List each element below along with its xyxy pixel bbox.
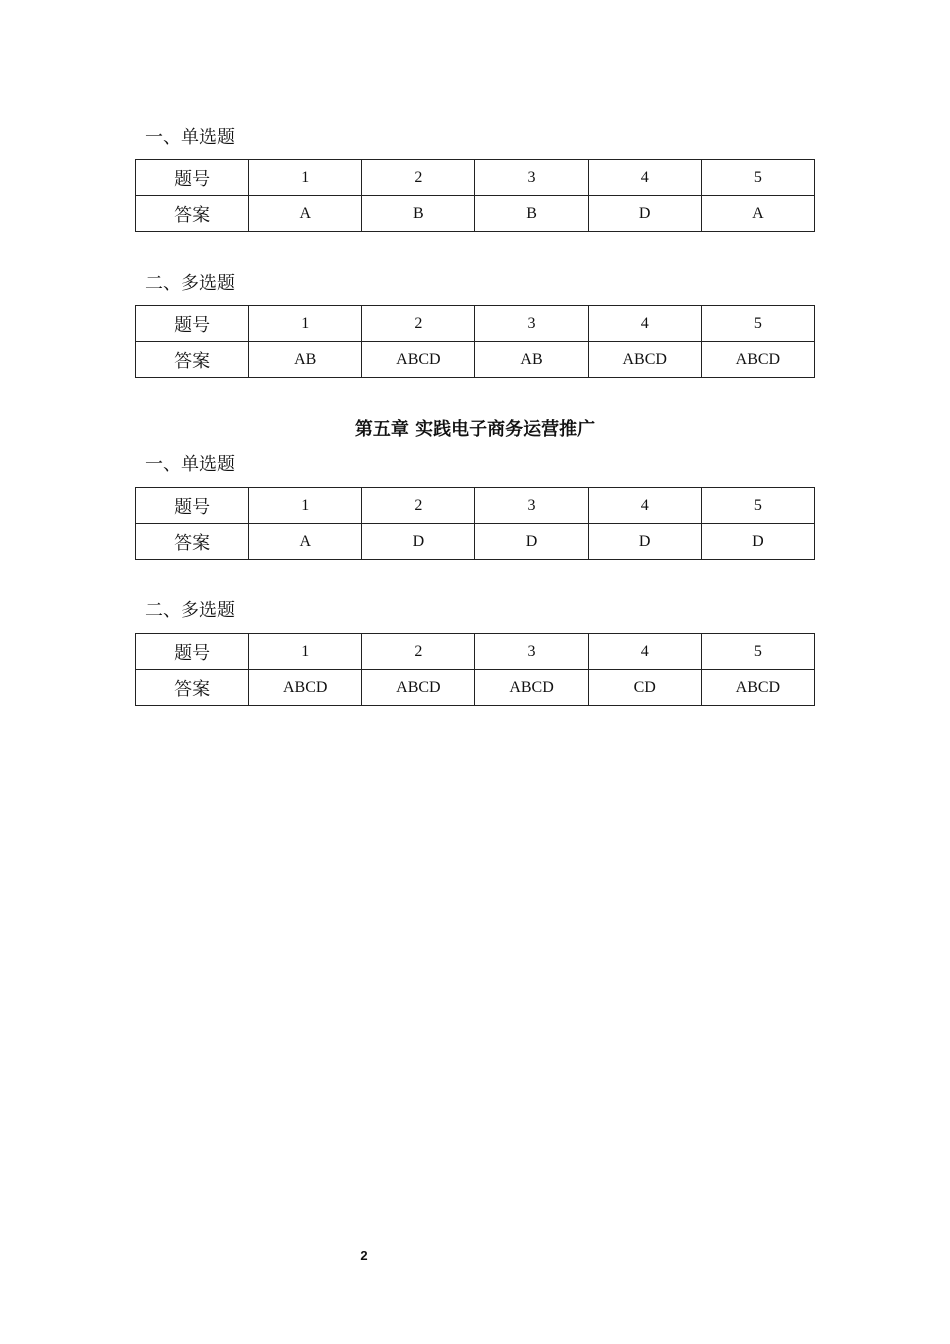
table-cell: 3: [475, 488, 588, 524]
table-cell: 5: [701, 160, 814, 196]
table-cell: D: [588, 524, 701, 560]
table-cell: 3: [475, 634, 588, 670]
row-label: 题号: [136, 634, 249, 670]
table-cell: ABCD: [475, 670, 588, 706]
table-cell: 2: [362, 306, 475, 342]
table-cell: 1: [249, 488, 362, 524]
table-cell: A: [249, 524, 362, 560]
table-cell: D: [701, 524, 814, 560]
table-row: [136, 670, 815, 706]
table-cell: ABCD: [588, 342, 701, 378]
table-row: [136, 196, 815, 232]
page-number: 2: [360, 1248, 368, 1263]
table-cell: 5: [701, 634, 814, 670]
table-cell: D: [588, 196, 701, 232]
table-cell: 2: [362, 160, 475, 196]
table-cell: 4: [588, 488, 701, 524]
table-cell: A: [701, 196, 814, 232]
answer-table: [135, 159, 815, 232]
table-cell: B: [475, 196, 588, 232]
table-cell: 4: [588, 634, 701, 670]
table-cell: ABCD: [701, 342, 814, 378]
table-cell: 4: [588, 160, 701, 196]
table-cell: D: [362, 524, 475, 560]
table-cell: 2: [362, 488, 475, 524]
chapter-title: 第五章 实践电子商务运营推广: [354, 419, 596, 440]
row-label: 答案: [136, 670, 249, 706]
row-label: 题号: [136, 160, 249, 196]
table-cell: 3: [475, 306, 588, 342]
table-cell: ABCD: [362, 342, 475, 378]
row-label: 题号: [136, 488, 249, 524]
row-label: 答案: [136, 342, 249, 378]
table-cell: AB: [249, 342, 362, 378]
row-label: 题号: [136, 306, 249, 342]
table-cell: 3: [475, 160, 588, 196]
row-label: 答案: [136, 196, 249, 232]
section-heading: 二、多选题: [145, 600, 235, 621]
section-heading: 一、单选题: [145, 127, 235, 148]
table-row: [136, 634, 815, 670]
table-cell: B: [362, 196, 475, 232]
table-row: [136, 160, 815, 196]
table-row: [136, 306, 815, 342]
table-cell: ABCD: [362, 670, 475, 706]
table-cell: 5: [701, 306, 814, 342]
table-row: [136, 488, 815, 524]
table-row: [136, 342, 815, 378]
table-cell: 1: [249, 634, 362, 670]
table-cell: ABCD: [249, 670, 362, 706]
answer-table: [135, 633, 815, 706]
table-cell: 5: [701, 488, 814, 524]
table-cell: 4: [588, 306, 701, 342]
table-cell: CD: [588, 670, 701, 706]
table-cell: 2: [362, 634, 475, 670]
table-cell: A: [249, 196, 362, 232]
table-cell: D: [475, 524, 588, 560]
table-cell: ABCD: [701, 670, 814, 706]
table-cell: AB: [475, 342, 588, 378]
answer-table: [135, 487, 815, 560]
section-heading: 二、多选题: [145, 273, 235, 294]
row-label: 答案: [136, 524, 249, 560]
table-cell: 1: [249, 160, 362, 196]
section-heading: 一、单选题: [145, 454, 235, 475]
table-row: [136, 524, 815, 560]
table-cell: 1: [249, 306, 362, 342]
answer-table: [135, 305, 815, 378]
